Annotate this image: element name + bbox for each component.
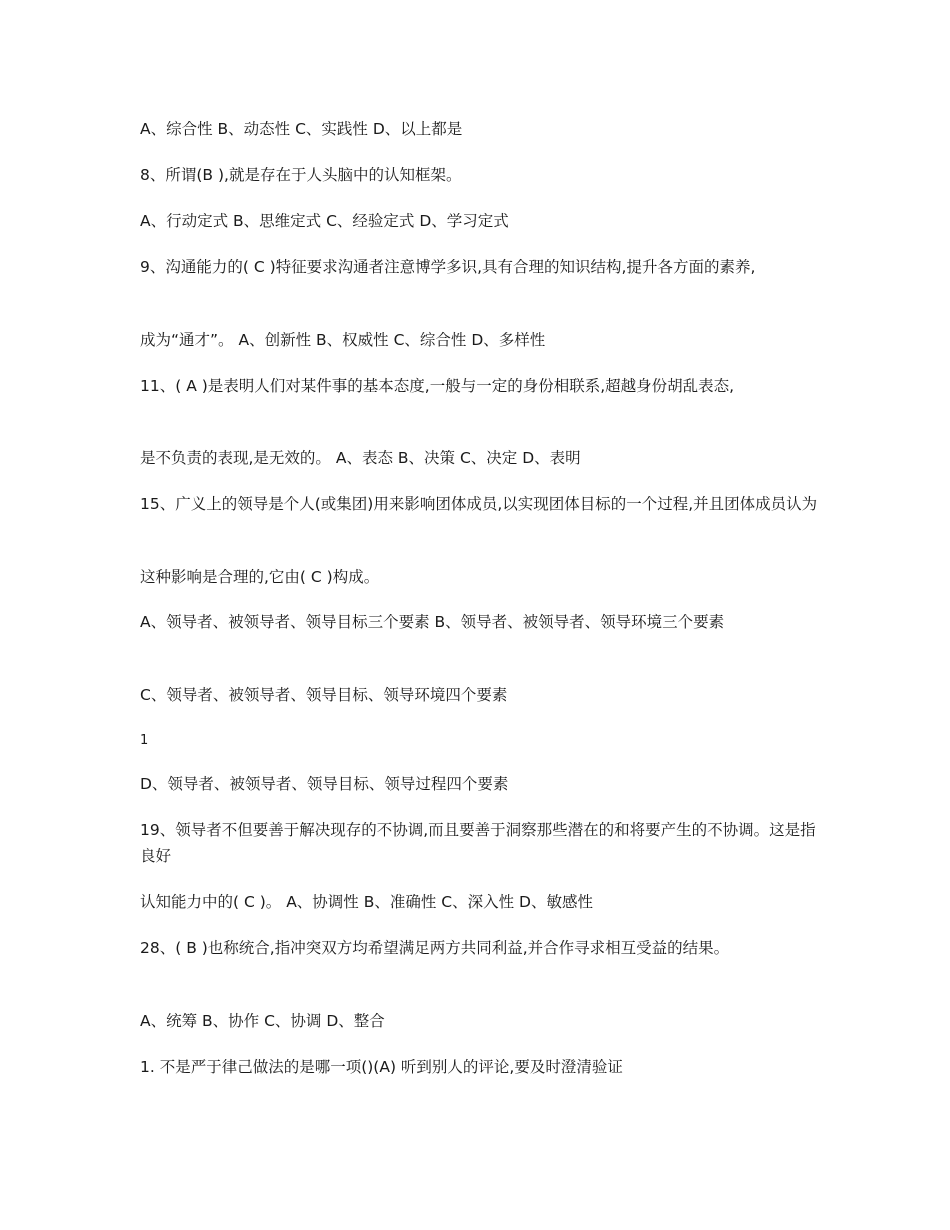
answer-option-d: D、领导者、被领导者、领导目标、领导过程四个要素 bbox=[140, 775, 509, 793]
question-19: 19、领导者不但要善于解决现存的不协调,而且要善于洞察那些潜在的和将要产生的不协调。这是指良好 bbox=[140, 821, 816, 865]
question-28: 28、( B )也称统合,指冲突双方均希望满足两方共同利益,并合作寻求相互受益的结果。 bbox=[140, 939, 730, 957]
question-9: 9、沟通能力的( C )特征要求沟通者注意博学多识,具有合理的知识结构,提升各方面的素养, bbox=[140, 258, 756, 276]
question-1: 1. 不是严于律己做法的是哪一项()(A) 听到别人的评论,要及时澄清验证 bbox=[140, 1058, 623, 1076]
question-9-continuation: 成为“通才”。 A、创新性 B、权威性 C、综合性 D、多样性 bbox=[140, 331, 546, 349]
question-19-continuation: 认知能力中的( C )。 A、协调性 B、准确性 C、深入性 D、敏感性 bbox=[140, 893, 593, 911]
question-11: 11、( A )是表明人们对某件事的基本态度,一般与一定的身份相联系,超越身份胡乱表态, bbox=[140, 377, 735, 395]
answer-options-line: A、统筹 B、协作 C、协调 D、整合 bbox=[140, 1012, 385, 1030]
question-8: 8、所谓(B ),就是存在于人头脑中的认知框架。 bbox=[140, 166, 462, 184]
question-15: 15、广义上的领导是个人(或集团)用来影响团体成员,以实现团体目标的一个过程,并且团体成员认为 bbox=[140, 495, 818, 513]
question-11-continuation: 是不负责的表现,是无效的。 A、表态 B、决策 C、决定 D、表明 bbox=[140, 449, 581, 467]
answer-options-line: A、行动定式 B、思维定式 C、经验定式 D、学习定式 bbox=[140, 212, 509, 230]
answer-options-line: A、领导者、被领导者、领导目标三个要素 B、领导者、被领导者、领导环境三个要素 bbox=[140, 613, 725, 631]
question-15-continuation: 这种影响是合理的,它由( C )构成。 bbox=[140, 568, 380, 586]
page-number: 1 bbox=[140, 733, 149, 748]
answer-option-c: C、领导者、被领导者、领导目标、领导环境四个要素 bbox=[140, 686, 508, 704]
answer-options-line: A、综合性 B、动态性 C、实践性 D、以上都是 bbox=[140, 120, 463, 138]
